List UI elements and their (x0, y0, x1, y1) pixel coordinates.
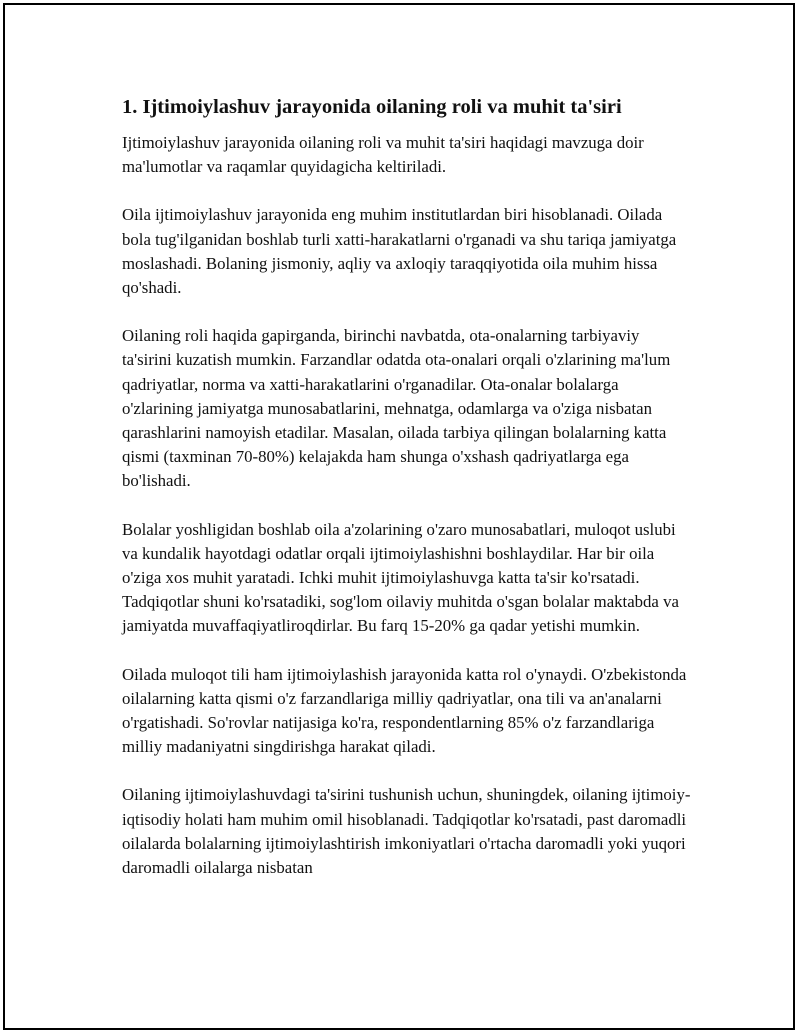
paragraph-communication-language: Oilada muloqot tili ham ijtimoiylashish jarayonida katta rol o'ynaydi. O'zbekistonda oilalarning katta qismi o'z farzandlariga milliy qadriyatlar, ona tili va an'analarni o'rgatishadi. So'rovlar natijasiga ko'ra, respondentlarning 85% o'z farzandlariga milliy madaniyatni singdirishga harakat qiladi. (122, 664, 687, 757)
paragraph-parental-influence: Oilaning roli haqida gapirganda, birinchi navbatda, ota-onalarning tarbiyaviy ta'sirini kuzatish mumkin. Farzandlar odatda ota-onalari orqali o'zlarining ma'lum qadriyatlar, norma va xatti-harakatlarini o'rganadilar. Ota-onalar bolalarga o'zlarining jamiyatga munosabatlarini, mehnatga, odamlarga va o'ziga nisbatan qarashlarini namoyish etadilar. Masalan, oilada tarbiya qilingan bolalarning katta qismi (taxminan 70-80%) kelajakda ham shunga o'xshash qadriyatlarga ega bo'lishadi. (122, 326, 671, 491)
paragraph-socioeconomic-status: Oilaning ijtimoiylashuvdagi ta'sirini tushunish uchun, shuningdek, oilaning ijtimoiy-iqtisodiy holati ham muhim omil hisoblanadi. Tadqiqotlar ko'rsatadi, past daromadli oilalarda bolalarning ijtimoiylashtirish imkoniyatlari o'rtacha daromadli yoki yuqori daromadli oilalarga nisbatan (122, 785, 691, 878)
section-heading: 1. Ijtimoiylashuv jarayonida oilaning roli va muhit ta'siri (122, 96, 622, 118)
paragraph-family-environment: Bolalar yoshligidan boshlab oila a'zolarining o'zaro munosabatlari, muloqot uslubi va kundalik hayotdagi odatlar orqali ijtimoiylashishni boshlaydilar. Har bir oila o'ziga xos muhit yaratadi. Ichki muhit ijtimoiylashuvga katta ta'sir ko'rsatadi. Tadqiqotlar shuni ko'rsatadiki, sog'lom oilaviy muhitda o'sgan bolalar maktabda va jamiyatda muvaffaqiyatliroqdirlar. Bu farq 15-20% ga qadar yetishi mumkin. (122, 519, 679, 636)
document-body (122, 93, 692, 904)
paragraph-family-institution: Oila ijtimoiylashuv jarayonida eng muhim institutlardan biri hisoblanadi. Oilada bola tug'ilganidan boshlab turli xatti-harakatlarni o'rganadi va shu tariqa jamiyatga moslashadi. Bolaning jismoniy, aqliy va axloqiy taraqqiyotida oila muhim hissa qo'shadi. (122, 205, 677, 298)
paragraph-intro: Ijtimoiylashuv jarayonida oilaning roli va muhit ta'siri haqidagi mavzuga doir ma'lumotlar va raqamlar quyidagicha keltiriladi. (122, 133, 644, 177)
page-frame (3, 3, 795, 1030)
